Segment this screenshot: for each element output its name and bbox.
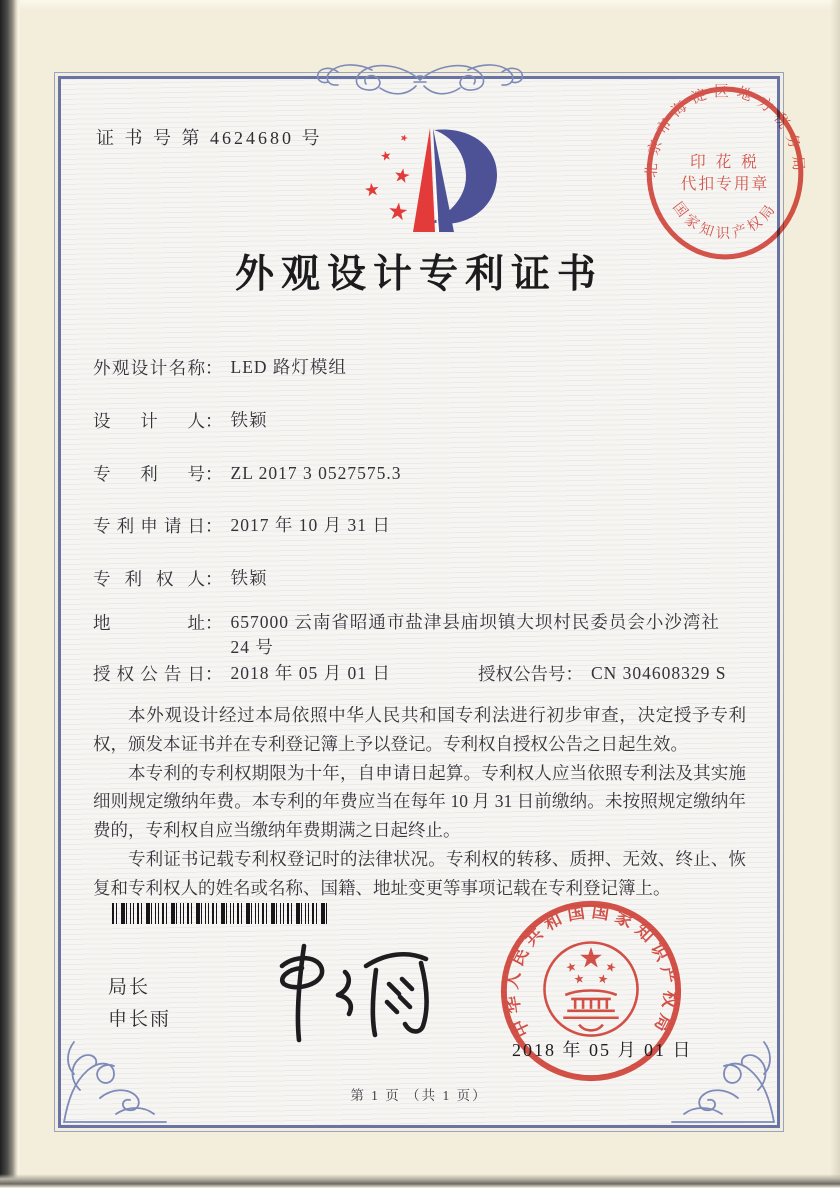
paragraph-2: 本专利的专利权期限为十年，自申请日起算。专利权人应当依照专利法及其实施细则规定缴纳年费。本专利的年费应当在每年 10 月 31 日前缴纳。未按照规定缴纳年费的，专利权自应当缴纳年费期满之日起终止。 [93, 762, 746, 841]
field-label: 外观设计名称 [93, 358, 205, 378]
field-value: LED 路灯模组 [230, 357, 347, 377]
field-label: 设 计 人 [93, 411, 205, 431]
field-label: 地 址 [93, 613, 205, 633]
top-scroll-ornament-icon [280, 56, 560, 102]
page-top-edge [0, 0, 840, 10]
field-value: 2017 年 10 月 31 日 [230, 515, 391, 535]
field-grant-date: 授权公告日 ： 2018 年 05 月 01 日 [93, 663, 391, 684]
book-binding-edge [0, 0, 20, 1188]
field-patentee: 专 利 权 人 ： 铁颖 [93, 568, 268, 589]
field-label: 专 利 权 人 [93, 569, 205, 589]
director-title: 局长 [108, 977, 151, 998]
field-address: 地 址 ： 657000 云南省昭通市盐津县庙坝镇大坝村民委员会小沙湾社 24 号 [93, 610, 736, 660]
seal-ring-text: 中华人民共和国国家知识产权局 [502, 901, 680, 1040]
field-filing-date: 专利申请日 ： 2017 年 10 月 31 日 [93, 515, 391, 536]
page-right-edge [830, 0, 840, 1188]
svg-text:国家知识产权局 [669, 199, 781, 241]
field-label: 专 利 号 [93, 464, 205, 484]
field-label: 授权公告日 [93, 664, 205, 684]
barcode [112, 903, 330, 924]
field-design-name: 外观设计名称 ： LED 路灯模组 [93, 357, 347, 378]
director-name: 申长雨 [108, 1009, 172, 1030]
field-patent-number: 专 利 号 ： ZL 2017 3 0527575.3 [93, 463, 402, 484]
field-label: 专利申请日 [93, 516, 205, 536]
field-value: 铁颖 [230, 568, 268, 588]
bottom-left-flourish-icon [60, 1030, 170, 1126]
paragraph-1: 本外观设计经过本局依照中华人民共和国专利法进行初步审查，决定授予专利权，颁发本证书并在专利登记簿上予以登记。专利权自授权公告之日起生效。 [93, 705, 746, 754]
field-grant-number: 授权公告号 ： CN 304608329 S [478, 663, 727, 684]
seal-center-line2: 代扣专用章 [680, 176, 770, 194]
seal-arc-text: 北京市海淀区地方税务局 [644, 84, 806, 179]
paragraph-3: 专利证书记载专利权登记时的法律状况。专利权的转移、质押、无效、终止、恢复和专利权人的姓名或名称、国籍、地址变更等事项记载在专利登记簿上。 [93, 848, 746, 898]
seal-center-line1: 印 花 税 [690, 153, 760, 171]
page-bottom-edge [0, 1174, 840, 1188]
field-label: 授权公告号 [478, 664, 566, 684]
director-signature [238, 936, 450, 1048]
field-value: ZL 2017 3 0527575.3 [230, 463, 402, 483]
cnipa-logo-icon [342, 124, 508, 240]
seal-date: 2018 年 05 月 01 日 [512, 1040, 693, 1060]
svg-text:中华人民共和国国家知识产权局 [501, 902, 681, 1040]
page-number: 第 1 页 （共 1 页） [350, 1088, 488, 1103]
field-designer: 设 计 人 ： 铁颖 [93, 410, 268, 431]
legal-text [93, 701, 746, 903]
certificate-title: 外观设计专利证书 [234, 253, 603, 296]
field-value: 657000 云南省昭通市盐津县庙坝镇大坝村民委员会小沙湾社 24 号 [230, 612, 720, 657]
field-value: 2018 年 05 月 01 日 [230, 663, 391, 683]
field-value: CN 304608329 S [591, 663, 727, 683]
seal-bottom-text: 国家知识产权局 [669, 199, 781, 242]
tax-stamp-seal [644, 84, 806, 262]
certificate-number: 证 书 号 第 4624680 号 [96, 128, 323, 148]
field-value: 铁颖 [230, 410, 268, 430]
